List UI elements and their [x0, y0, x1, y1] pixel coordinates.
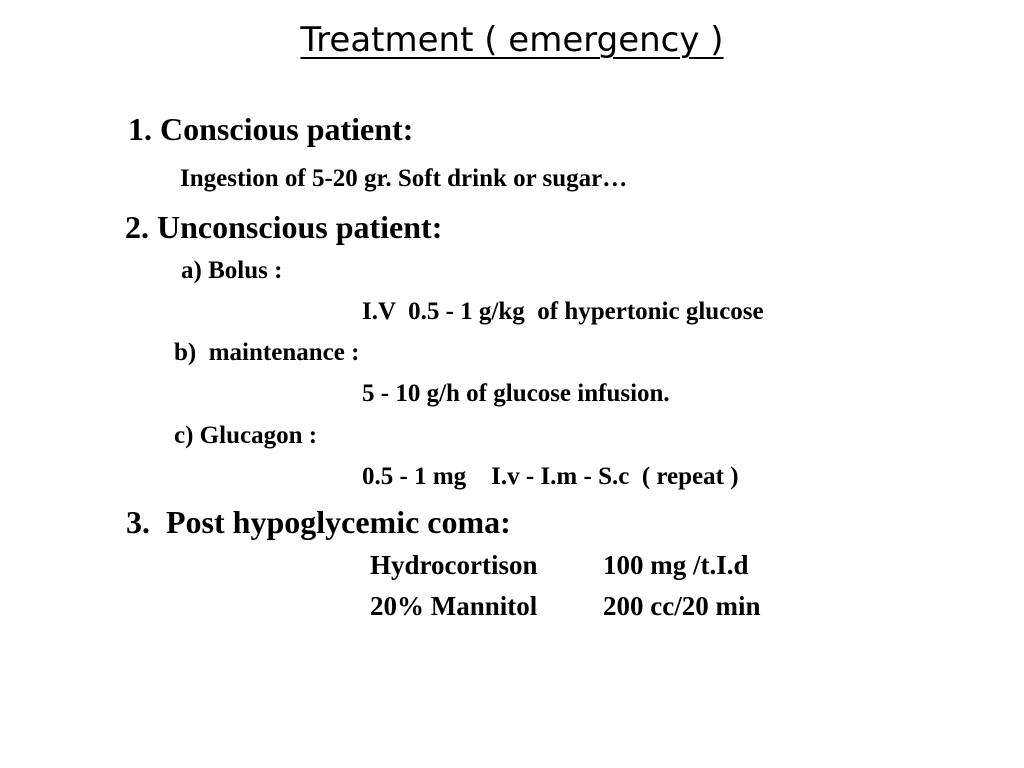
item-2-heading: 2. Unconscious patient: — [125, 209, 443, 245]
item-2a-detail: I.V 0.5 - 1 g/kg of hypertonic glucose — [362, 298, 764, 325]
drug-dose: 200 cc/20 min — [603, 591, 761, 621]
item-2c-detail: 0.5 - 1 mg I.v - I.m - S.c ( repeat ) — [362, 463, 739, 490]
item-2a-label: a) Bolus : — [181, 257, 283, 284]
drug-dose: 100 mg /t.I.d — [603, 550, 749, 580]
item-2c-label: c) Glucagon : — [174, 422, 318, 449]
item-2b-label: b) maintenance : — [174, 339, 360, 366]
item-1-detail: Ingestion of 5-20 gr. Soft drink or sugar… — [180, 165, 628, 192]
item-2b-detail: 5 - 10 g/h of glucose infusion. — [362, 380, 670, 407]
drug-name: Hydrocortison — [370, 550, 538, 580]
item-1-heading: 1. Conscious patient: — [128, 111, 414, 147]
item-3-heading: 3. Post hypoglycemic coma: — [126, 504, 511, 540]
drug-name: 20% Mannitol — [370, 591, 538, 621]
slide-title: Treatment ( emergency ) — [300, 20, 724, 60]
